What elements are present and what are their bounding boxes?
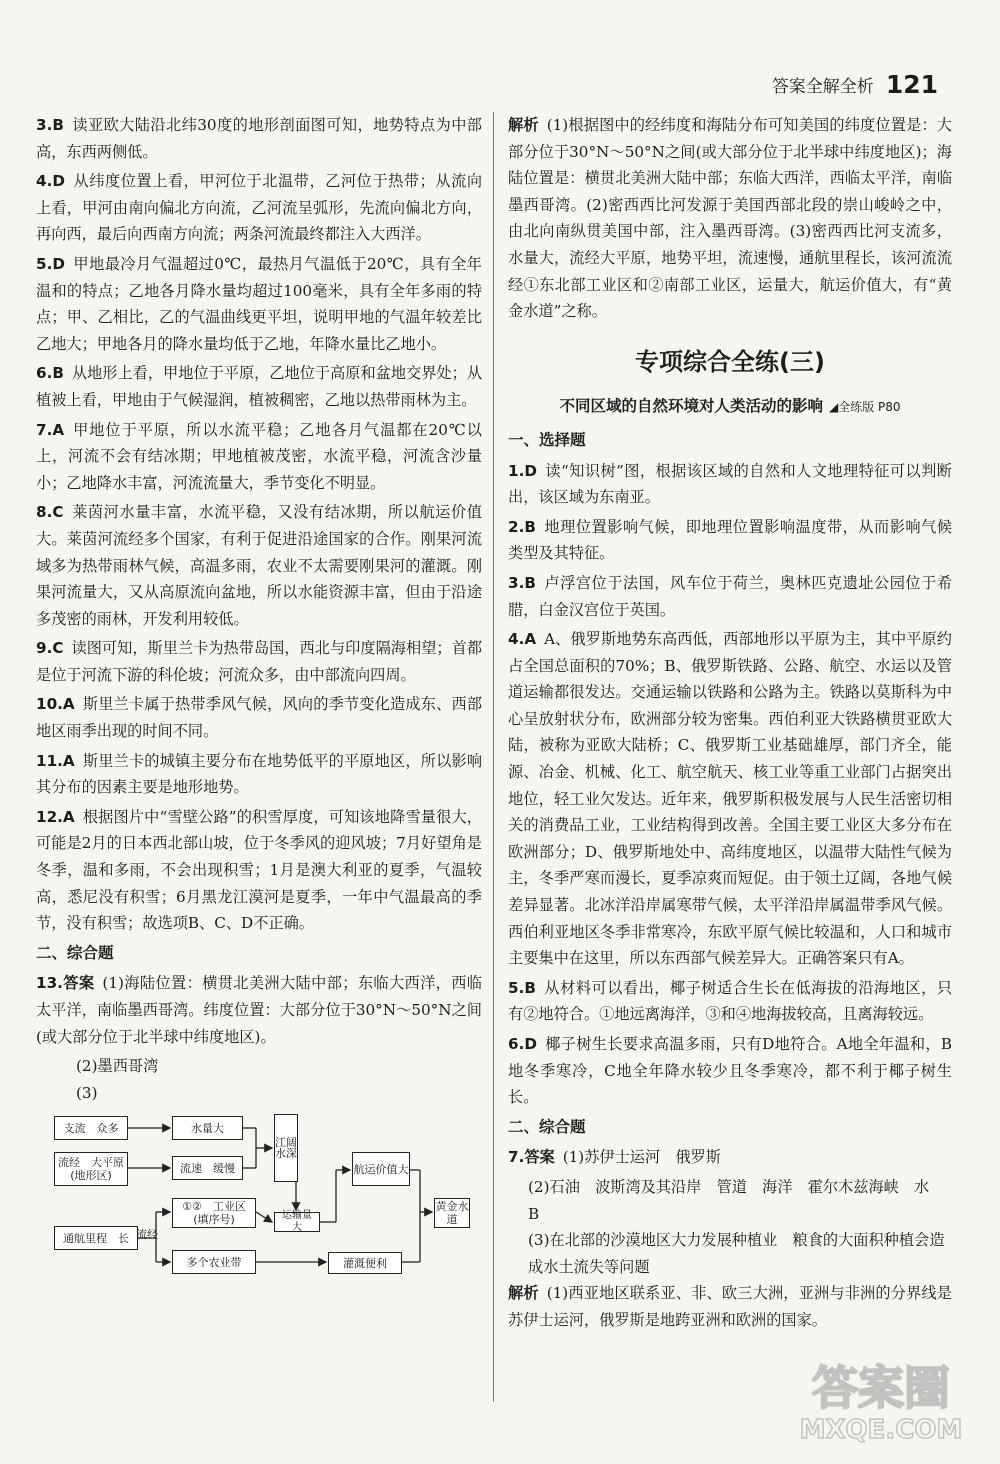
estuary-box: 江阔水深 (274, 1114, 298, 1182)
answer-item (36, 360, 482, 413)
page-number: 121 (885, 70, 938, 99)
answer-number: 7.答案 (508, 1148, 555, 1167)
answer-item (508, 458, 952, 511)
answer-subpart: (3) (76, 1083, 98, 1102)
answer-text: 莱茵河水量丰富，水流平稳，又没有结冰期，所以航运价值大。莱茵河流经多个国家，有利于促进沿途国家的合作。刚果河流域多为热带雨林气候，高温多雨，农业不太需要刚果河的灌溉。刚果河流量大，又从高原流向盆地，所以水能资源丰富，但由于沿途多茂密的雨林，开发利用较低。 (36, 503, 482, 628)
answer-text: 甲地最冷月气温超过0℃，最热月气温低于20℃，具有全年温和的特点；乙地各月降水量均超过100毫米，具有全年多雨的特点；甲、乙相比，乙的气温曲线更平坦，说明甲地的气温年较差比乙地大；甲地各月的降水量均低于乙地，年降水量比乙地小。 (36, 254, 482, 353)
header-title: 答案全解全析 (771, 77, 874, 97)
answer-text: 斯里兰卡属于热带季风气候，风向的季节变化造成东、西部地区雨季出现的时间不同。 (36, 695, 482, 741)
answer-item (508, 514, 952, 567)
section-heading: 一、选择题 (508, 430, 586, 449)
answer-subpart: (2)墨西哥湾 (76, 1057, 159, 1076)
answer-text: 根据图片中“雪壁公路”的积雪厚度，可知该地降雪量很大，可能是2月的日本西北部山坡，位于冬季风的迎风坡；7月好望角是冬季，温和多雨，不会出现积雪；1月是澳大利亚的夏季，气温较高，悉尼没有积雪；6月黑龙江漠河是夏季，一年中气温最高的季节，没有积雪；故选项B、C、D不正确。 (36, 807, 482, 933)
section-subtitle (508, 393, 952, 421)
answer-text: 甲地位于平原，所以水流平稳；乙地各月气温都在20℃以上，河流不会有结冰期；甲地植被茂密，水流平稳，河流含沙量小；乙地降水丰富，河流流量大，季节变化不明显。 (36, 420, 482, 492)
section-heading: 二、综合题 (508, 1117, 586, 1136)
page-header (772, 70, 938, 99)
answer-item (36, 251, 482, 357)
answer-item (36, 168, 482, 248)
answer-item (36, 804, 482, 937)
answer-number: 1.D (508, 461, 537, 480)
answer-text: 斯里兰卡的城镇主要分布在地势低平的平原地区，所以影响其分布的因素主要是地形地势。 (36, 751, 482, 797)
answer-item (508, 570, 952, 623)
tributary-box: 支流 众多 (54, 1116, 128, 1140)
answer-number: 6.B (36, 364, 64, 383)
answer-item (508, 626, 952, 972)
left-column (36, 112, 482, 1292)
water-volume-box: 水量大 (172, 1116, 243, 1140)
answer-number: 2.B (508, 517, 536, 536)
answer-text: A、俄罗斯地势东高西低，西部地形以平原为主，其中平原约占全国总面积的70%；B、俄罗斯铁路、公路、航空、水运以及管道运输都很发达。交通运输以铁路和公路为主。铁路以莫斯科为中心呈放射状分布，欧洲部分较为密集。西伯利亚大铁路横贯亚欧大陆，被称为亚欧大陆桥；C、俄罗斯工业基础雄厚，部门齐全，能源、冶金、机械、化工、航空航天、核工业等重工业部门占据突出地位，轻工业欠发达。近年来，俄罗斯积极发展与人民生活密切相关的消费品工业，工业结构得到改善。全国主要工业区大多分布在欧洲部分；D、俄罗斯地处中、高纬度地区，以温带大陆性气候为主，冬季严寒而漫长，夏季凉爽而短促。由于领土辽阔，各地气候差异显著。北冰洋沿岸属寒带气候，太平洋沿岸属温带季风气候。西伯利亚地区冬季非常寒冷，东欧平原气候比较温和，人口和城市主要集中在这里，所以东西部气候差异大。正确答案只有A。 (508, 630, 952, 968)
analysis-label: 解析 (508, 116, 539, 134)
analysis-text: (1)根据图中的经纬度和海陆分布可知美国的纬度位置是：大部分位于30°N～50°N之间(或大部分位于北半球中纬度地区)；海陆位置是：横贯北美洲大陆中部；东临大西洋，西临太平洋，南临墨西哥湾。(2)密西西比河发源于美国西部北段的崇山峻岭之中，由北向南纵贯美国中部，注入墨西哥湾。(3)密西西比河支流多，水量大，流经大平原，地势平坦，流速慢，通航里程长，该河流流经①东北部工业区和②南部工业区，运量大，航运价值大，有“黄金水道”之称。 (508, 116, 952, 321)
answer-item (508, 1031, 952, 1111)
answer-text: 读“知识树”图，根据该区域的自然和人文地理特征可以判断出，该区域为东南亚。 (508, 461, 952, 507)
answer-item (508, 975, 952, 1028)
answer-subpart: (3)在北部的沙漠地区大力发展种植业 粮食的大面积种植会造成水土流失等问题 (528, 1231, 945, 1276)
right-column (508, 112, 952, 1337)
terrain-label: (地形区) (70, 1169, 112, 1183)
answer-number: 6.D (508, 1035, 537, 1053)
answer-subpart: (2)石油 波斯湾及其沿岸 管道 海洋 霍尔木兹海峡 水 B (528, 1177, 945, 1223)
answer-number: 5.D (36, 254, 65, 273)
answer-item (36, 417, 482, 497)
section-title: 专项综合全练(三) (635, 347, 825, 376)
analysis-paragraph (508, 1280, 952, 1333)
industry-label: ①② 工业区 (182, 1199, 246, 1213)
column-divider (493, 112, 494, 1402)
nav-value-box: 航运价值大 (352, 1152, 410, 1186)
answer-number: 10.A (36, 695, 75, 714)
answer-number: 4.D (36, 172, 65, 191)
answer-number: 7.A (36, 420, 65, 439)
answer-text: 读图可知，斯里兰卡为热带岛国，西北与印度隔海相望；首都是位于河流下游的科伦坡；河流众多，由中部流向四周。 (36, 639, 482, 684)
analysis-label: 解析 (508, 1284, 539, 1303)
answer-text: 从纬度位置上看，甲河位于北温带，乙河位于热带；从流向上看，甲河由南向偏北方向流，乙河流呈弧形，先流向偏北方向，再向西，最后向西南方向流；两条河流最终都注入大西洋。 (36, 172, 482, 244)
answer-text: (1)海陆位置：横贯北美洲大陆中部；东临大西洋，西临太平洋，南临墨西哥湾。纬度位置：大部分位于30°N～50°N之间(或大部分位于北半球中纬度地区)。 (36, 974, 482, 1046)
answer-number: 3.B (36, 116, 64, 134)
answer-item (36, 635, 482, 688)
answer-item (36, 112, 482, 165)
subtitle-text: 不同区域的自然环境对人类活动的影响 (559, 397, 823, 416)
answer-text: 地理位置影响气候，即地理位置影响温度带，从而影响气候类型及其特征。 (508, 517, 952, 563)
answer-item (36, 970, 482, 1050)
plain-box (54, 1152, 128, 1186)
answer-text: 椰子树生长要求高温多雨，只有D地符合。A地全年温和，B地冬季寒冷，C地全年降水较少且冬季寒冷，都不利于椰子树生长。 (508, 1035, 952, 1107)
analysis-text: (1)西亚地区联系亚、非、欧三大洲，亚洲与非洲的分界线是苏伊士运河，俄罗斯是地跨亚洲和欧洲的国家。 (508, 1284, 952, 1329)
flows-label: 流经 (136, 1228, 158, 1242)
answer-item (36, 691, 482, 744)
svg-text:答案圈: 答案圈 (812, 1361, 950, 1415)
length-box: 通航里程 长 (54, 1226, 138, 1250)
answer-number: 13.答案 (36, 974, 95, 993)
golden-waterway-box: 黄金水道 (435, 1199, 469, 1227)
answer-number: 8.C (36, 503, 64, 522)
agri-box: 多个农业带 (172, 1250, 256, 1274)
answer-item (36, 748, 482, 801)
freight-box: 运输量 大 (274, 1212, 320, 1232)
answer-number: 5.B (508, 978, 536, 997)
answer-text: (1)苏伊士运河 俄罗斯 (562, 1148, 721, 1167)
answer-text: 卢浮宫位于法国，风车位于荷兰，奥林匹克遗址公园位于希腊，白金汉宫位于英国。 (508, 573, 952, 619)
answer-text: 从地形上看，甲地位于平原，乙地位于高原和盆地交界处；从植被上看，甲地由于气候湿润，植被稠密，乙地以热带雨林为主。 (36, 364, 482, 409)
answer-number: 11.A (36, 751, 75, 770)
answer-text: 从材料可以看出，椰子树适合生长在低海拔的沿海地区，只有②地符合。①地远离海洋，③和④地海拔较高，且离海较远。 (508, 978, 952, 1024)
answer-number: 4.A (508, 630, 537, 649)
answer-text: 读亚欧大陆沿北纬30度的地形剖面图可知，地势特点为中部高，东西两侧低。 (36, 116, 482, 161)
mississippi-diagram (36, 1112, 476, 1292)
plain-label: 流经 大平原 (58, 1155, 124, 1169)
svg-text:MXQE.COM: MXQE.COM (799, 1415, 963, 1445)
flow-speed-box: 流速 缓慢 (172, 1156, 243, 1180)
answer-number: 3.B (508, 573, 536, 592)
answer-number: 12.A (36, 807, 75, 826)
analysis-paragraph (508, 112, 952, 325)
watermark-logo (776, 1352, 986, 1448)
answer-item (508, 1144, 952, 1171)
answer-number: 9.C (36, 639, 64, 658)
section-heading: 二、综合题 (36, 943, 114, 962)
irrigation-box: 灌溉便利 (328, 1252, 402, 1274)
page-reference: ◢全练版 P80 (828, 400, 901, 415)
answer-item (36, 499, 482, 632)
fill-number-label: (填序号) (193, 1213, 235, 1227)
industry-box (172, 1198, 256, 1228)
